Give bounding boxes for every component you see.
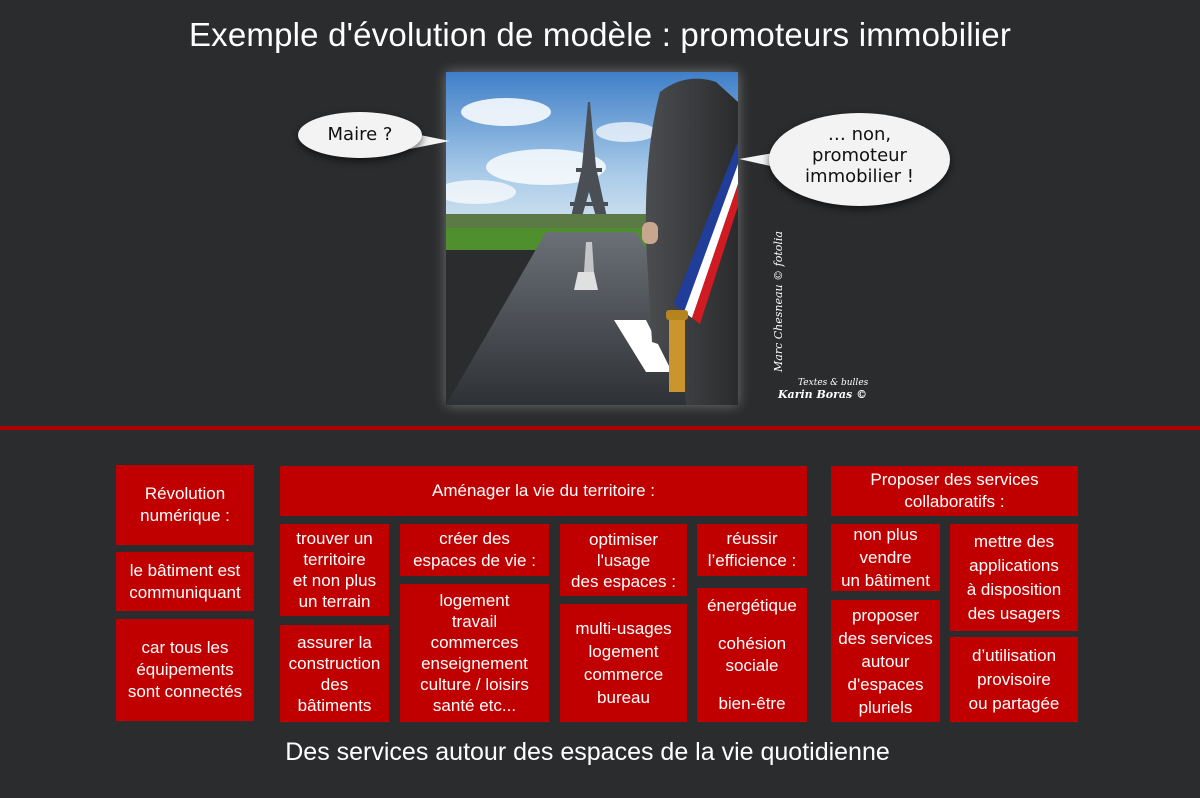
bubble-line: promoteur bbox=[812, 145, 907, 166]
page-title: Exemple d'évolution de modèle : promoteurs immobilier bbox=[188, 16, 1012, 53]
non-plus-vendre-box: non plus vendre un bâtiment bbox=[831, 524, 940, 591]
bubble-line: immobilier ! bbox=[805, 166, 914, 187]
equipements-connectes-box: car tous les équipements sont connectés bbox=[116, 619, 254, 721]
eiffel-tower-photo bbox=[446, 72, 738, 405]
reussir-efficience-box: réussir l’efficience : bbox=[697, 524, 807, 576]
utilisation-partagee-box: d’utilisation provisoire ou partagée bbox=[950, 637, 1078, 722]
speech-bubble-promoteur bbox=[769, 113, 950, 206]
creer-espaces-box: créer des espaces de vie : bbox=[400, 524, 549, 576]
speech-bubble-maire: Maire ? bbox=[298, 112, 422, 158]
logement-list-box: logement travail commerces enseignement culture / loisirs santé etc... bbox=[400, 584, 549, 722]
photo-credit: Marc Chesneau © fotolia bbox=[772, 231, 785, 372]
bubble-line: … non, bbox=[827, 124, 892, 145]
section-divider bbox=[0, 426, 1200, 430]
multi-usages-box: multi-usages logement commerce bureau bbox=[560, 604, 687, 722]
mettre-applications-box: mettre des applications à disposition des usagers bbox=[950, 524, 1078, 631]
optimiser-usage-box: optimiser l'usage des espaces : bbox=[560, 524, 687, 596]
trouver-territoire-box: trouver un territoire et non plus un terrain bbox=[280, 524, 389, 616]
texts-credit-label: Textes & bulles bbox=[798, 378, 869, 388]
texts-credit-author: Karin Boras © bbox=[778, 388, 868, 401]
revolution-numerique-header: Révolution numérique : bbox=[116, 465, 254, 545]
services-collaboratifs-header: Proposer des services collaboratifs : bbox=[831, 466, 1078, 516]
batiment-communiquant-box: le bâtiment est communiquant bbox=[116, 552, 254, 611]
assurer-construction-box: assurer la construction des bâtiments bbox=[280, 625, 389, 722]
efficience-list-box: énergétique cohésion sociale bien-être bbox=[697, 588, 807, 722]
amenager-header: Aménager la vie du territoire : bbox=[280, 466, 807, 516]
proposer-services-box: proposer des services autour d'espaces pluriels bbox=[831, 600, 940, 722]
footer-caption: Des services autour des espaces de la vie quotidienne bbox=[285, 738, 890, 766]
